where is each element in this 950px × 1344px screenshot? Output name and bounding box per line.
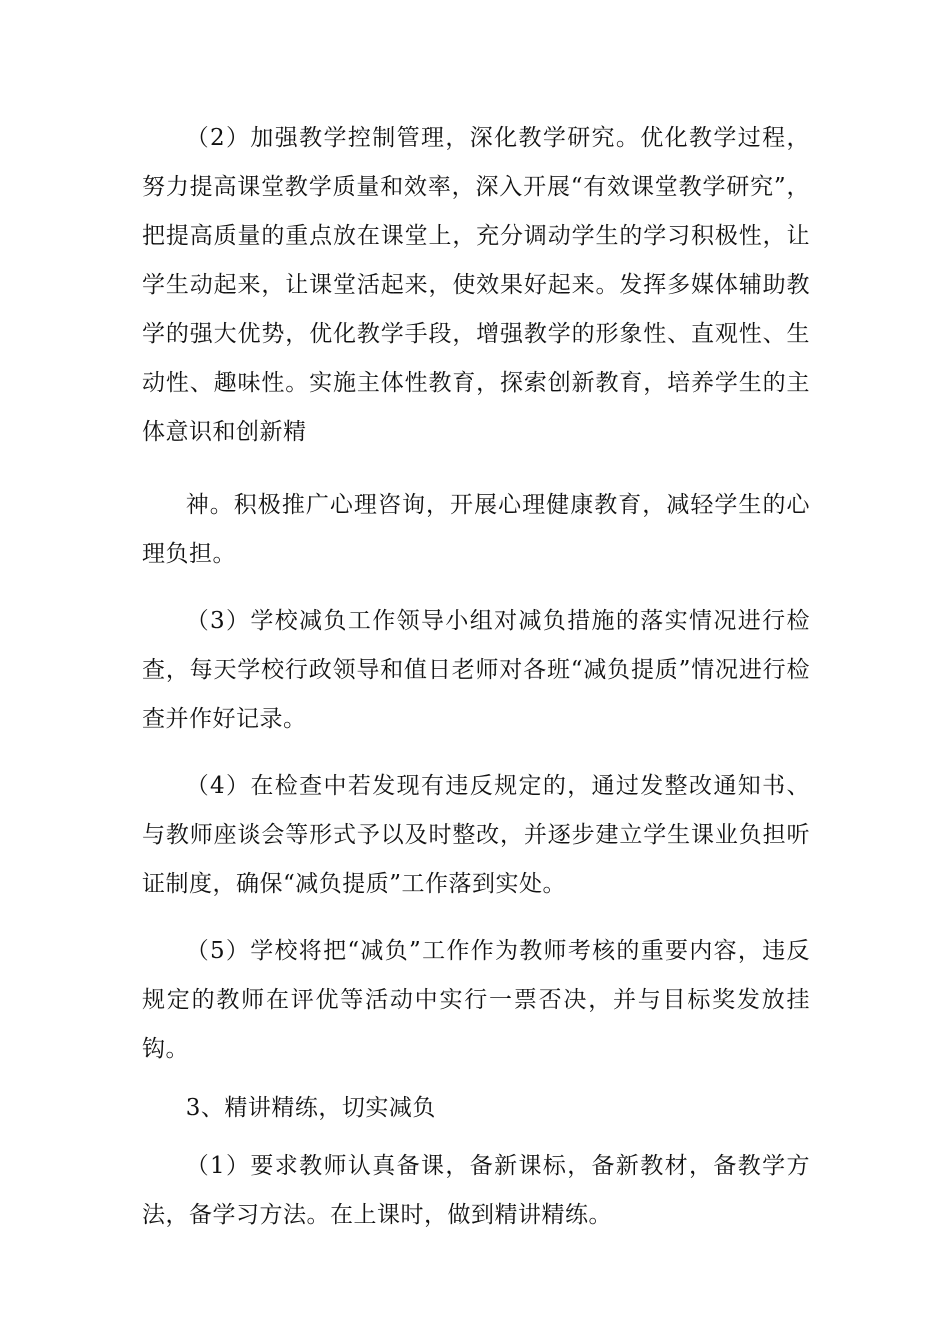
paragraph-item-5: （5）学校将把“减负”工作作为教师考核的重要内容，违反规定的教师在评优等活动中实行一票否决，并与目标奖发放挂钩。 xyxy=(142,938,810,1062)
paragraph-item-2: （2）加强教学控制管理，深化教学研究。优化教学过程，努力提高课堂教学质量和效率，深入开展“有效课堂教学研究”，把提高质量的重点放在课堂上，充分调动学生的学习积极性，让学生动起来，让课堂活起来，使效果好起来。发挥多媒体辅助教学的强大优势，优化教学手段，增强教学的形象性、直观性、生动性、趣味性。实施主体性教育，探索创新教育，培养学生的主体意识和创新精 xyxy=(142,125,810,445)
paragraph-sub-item-1: （1）要求教师认真备课，备新课标，备新教材，备教学方法，备学习方法。在上课时，做到精讲精练。 xyxy=(142,1153,810,1228)
paragraph-item-3: （3）学校减负工作领导小组对减负措施的落实情况进行检查，每天学校行政领导和值日老师对各班“减负提质”情况进行检查并作好记录。 xyxy=(142,608,810,732)
section-heading-3: 3、精讲精练，切实减负 xyxy=(185,1095,436,1121)
paragraph-continuation: 神。积极推广心理咨询，开展心理健康教育，减轻学生的心理负担。 xyxy=(142,492,810,567)
paragraph-item-4: （4）在检查中若发现有违反规定的，通过发整改通知书、与教师座谈会等形式予以及时整改，并逐步建立学生课业负担听证制度，确保“减负提质”工作落到实处。 xyxy=(142,773,810,897)
